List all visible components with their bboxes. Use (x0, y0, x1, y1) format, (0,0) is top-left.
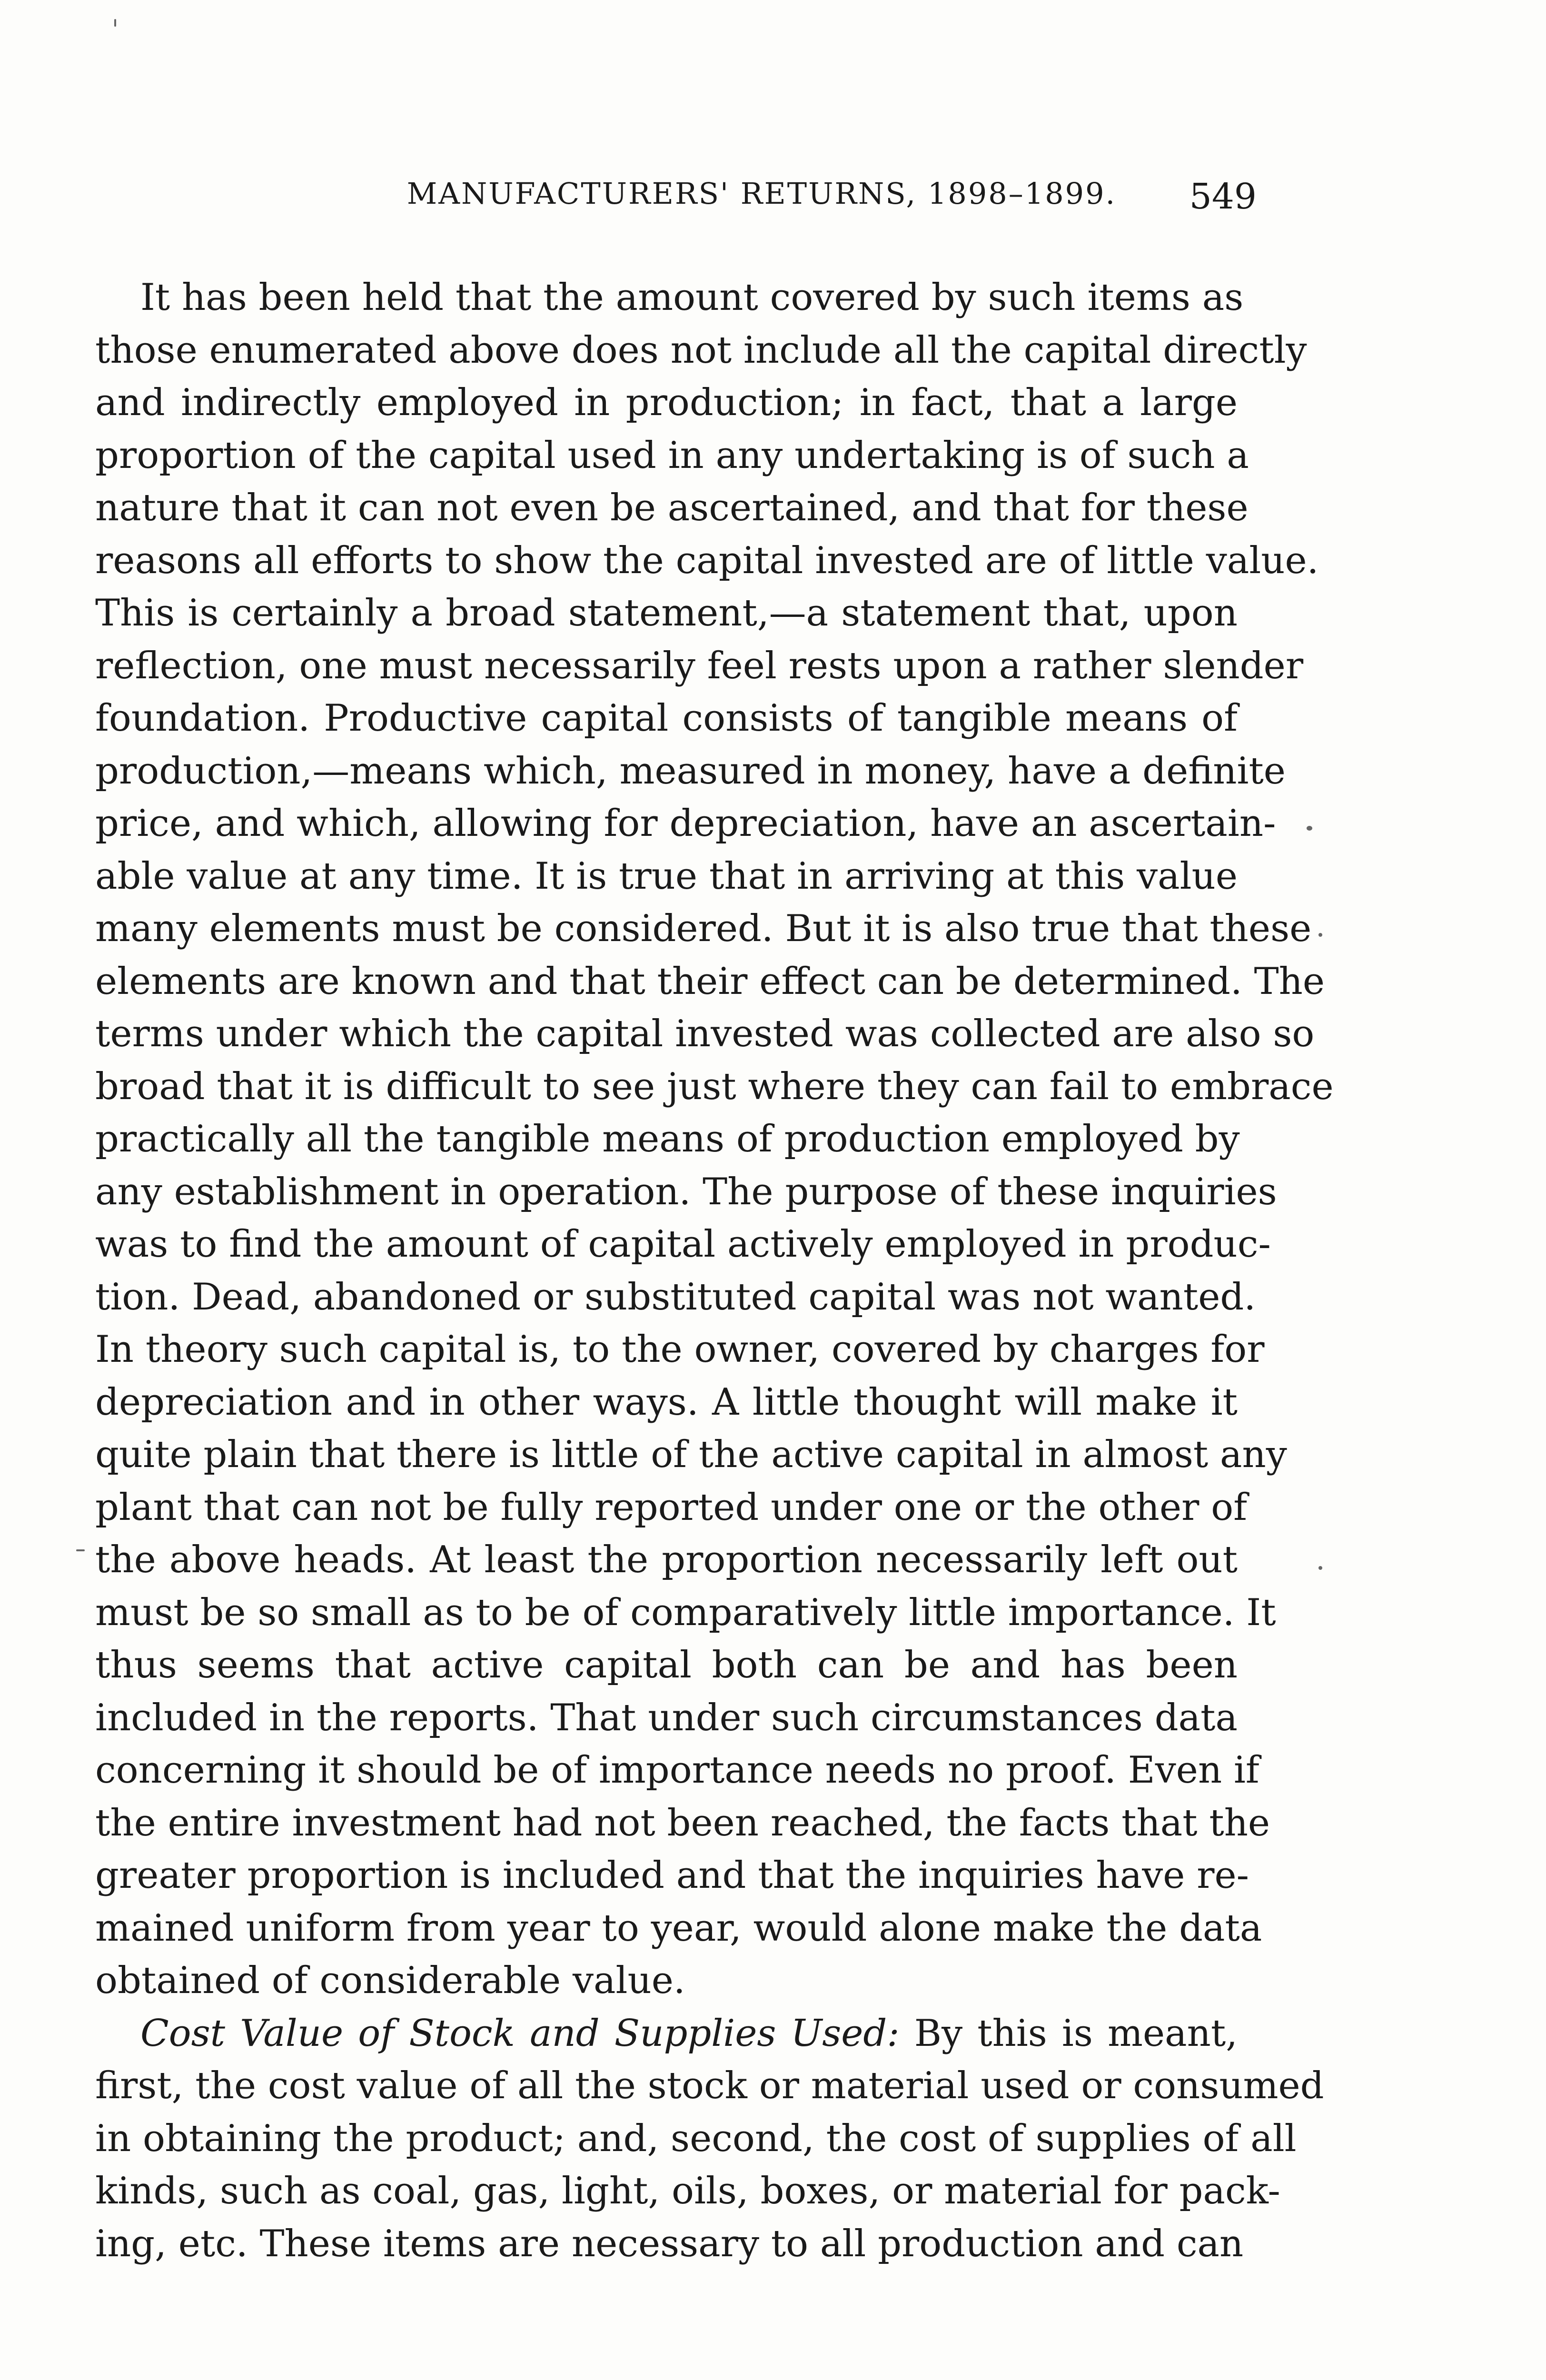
text-line: This is certainly a broad statement,—a statement that, upon (95, 592, 1238, 635)
section-heading: Cost Value of Stock and Supplies Used: (140, 2012, 900, 2055)
page-number: 549 (1189, 176, 1257, 217)
text-line: price, and which, allowing for depreciation, have an ascertain- (95, 802, 1276, 845)
text-line: was to find the amount of capital actively employed in produc- (95, 1223, 1271, 1266)
paragraph (95, 271, 1334, 2007)
text-line: foundation. Productive capital consists of tangible means of (95, 697, 1238, 740)
text-line: obtained of considerable value. (95, 1959, 685, 2002)
text-line: plant that can not be fully reported under one or the other of (95, 1486, 1248, 1529)
paragraph (95, 2007, 1324, 2271)
text-line: terms under which the capital invested was collected are also so (95, 1012, 1315, 1055)
text-line: proportion of the capital used in any undertaking is of such a (95, 434, 1249, 477)
paper-speck (114, 19, 116, 27)
text-line: production,—means which, measured in money, have a definite (95, 749, 1286, 793)
text-line: and indirectly employed in production; in fact, that a large (95, 381, 1238, 424)
running-title: MANUFACTURERS' RETURNS, 1898–1899. (406, 176, 1117, 211)
body-text (95, 271, 1334, 2270)
text-line: the entire investment had not been reached, the facts that the (95, 1801, 1270, 1844)
text-line: concerning it should be of importance needs no proof. Even if (95, 1749, 1259, 1792)
text-line: mained uniform from year to year, would alone make the data (95, 1906, 1262, 1950)
text-line: many elements must be considered. But it is also true that these (95, 907, 1312, 950)
text-line: broad that it is difficult to see just where they can fail to embrace (95, 1065, 1334, 1108)
heading-continuation: By this is meant, (914, 2012, 1238, 2055)
text-line: practically all the tangible means of production employed by (95, 1118, 1240, 1160)
text-line (95, 2007, 1238, 2060)
text-line: elements are known and that their effect can be determined. The (95, 960, 1325, 1003)
text-line: It has been held that the amount covered by such items as (140, 276, 1244, 319)
text-line: ing, etc. These items are necessary to all production and can (95, 2222, 1244, 2265)
text-line: greater proportion is included and that the inquiries have re- (95, 1854, 1249, 1897)
paper-speck (1307, 826, 1312, 831)
text-line: any establishment in operation. The purpose of these inquiries (95, 1170, 1277, 1213)
text-line: in obtaining the product; and, second, the cost of supplies of all (95, 2117, 1297, 2160)
text-line: nature that it can not even be ascertained, and that for these (95, 486, 1249, 529)
text-line: must be so small as to be of comparatively little importance. It (95, 1591, 1276, 1634)
text-line: reflection, one must necessarily feel rests upon a rather slender (95, 644, 1304, 687)
text-line: the above heads. At least the proportion necessarily left out (95, 1538, 1238, 1581)
text-line: those enumerated above does not include all the capital directly (95, 328, 1307, 372)
text-line: able value at any time. It is true that in arriving at this value (95, 854, 1238, 898)
text-line: first, the cost value of all the stock or material used or consumed (95, 2064, 1324, 2107)
text-line: thus seems that active capital both can be and has been (95, 1644, 1238, 1686)
text-line: In theory such capital is, to the owner, covered by charges for (95, 1328, 1265, 1371)
text-line: included in the reports. That under such circumstances data (95, 1696, 1238, 1739)
paper-speck (76, 1549, 85, 1551)
text-line: depreciation and in other ways. A little thought will make it (95, 1380, 1238, 1424)
text-line: quite plain that there is little of the active capital in almost any (95, 1433, 1287, 1476)
text-line: reasons all efforts to show the capital invested are of little value. (95, 539, 1319, 582)
paper-speck (1318, 933, 1322, 937)
text-line: kinds, such as coal, gas, light, oils, boxes, or material for pack- (95, 2170, 1280, 2212)
text-line: tion. Dead, abandoned or substituted capital was not wanted. (95, 1275, 1256, 1319)
paper-speck (1318, 1566, 1322, 1570)
